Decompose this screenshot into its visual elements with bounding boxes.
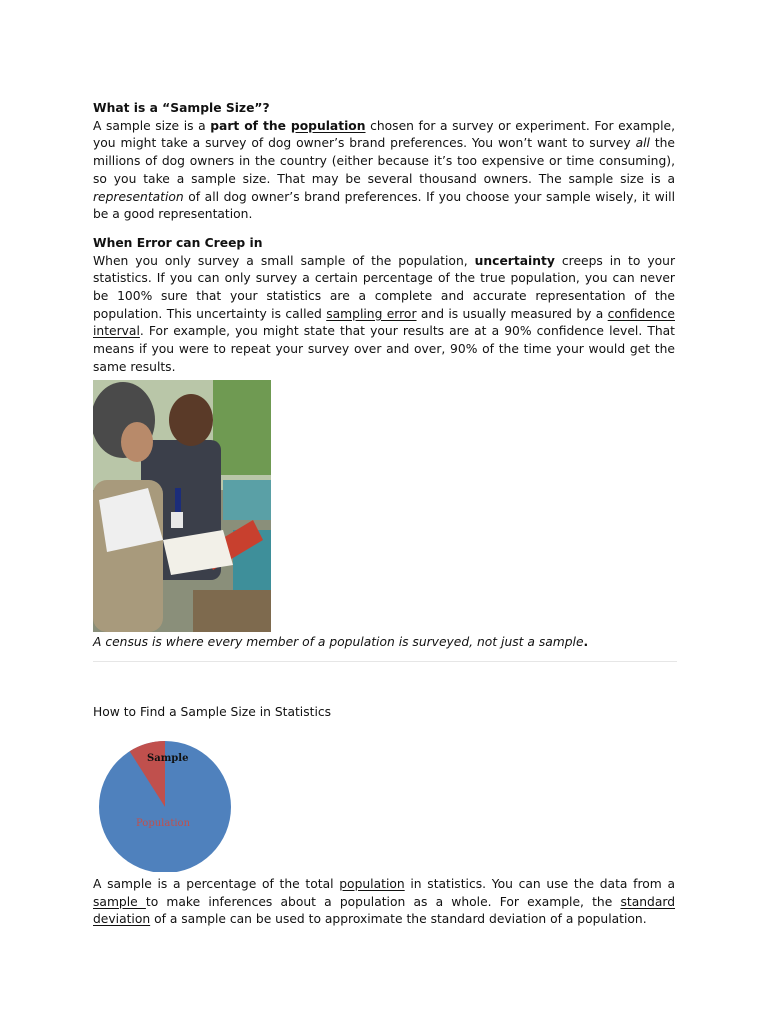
sample-link[interactable]: sample (93, 894, 146, 909)
census-photo (93, 380, 271, 632)
section-heading-sample-size: What is a “Sample Size”? (93, 101, 270, 115)
section-heading-error: When Error can Creep in (93, 235, 263, 250)
section-title-find-sample-size: How to Find a Sample Size in Statistics (93, 705, 332, 720)
confidence-interval-link[interactable]: confidence interval (93, 306, 675, 339)
standard-deviation-link[interactable]: standard deviation (93, 894, 676, 927)
document-page (93, 100, 675, 929)
pie-label-sample: Sample (147, 752, 189, 764)
paragraph-error: When you only survey a small sample of the population, uncertainty creeps in to your statistics. If you can only survey a certain percentage of the true population, you can never be 100% sure that your statistics are a complete and accurate representation of the population. This uncertainty is called sampling error and is usually measured by a confidence interval. For example, you might state that your results are at a 90% confidence level. That means if you were to repeat your survey over and over, 90% of the time your would get the same results. (93, 253, 675, 374)
paragraph-find-sample-size: A sample is a percentage of the total population in statistics. You can use the data from a sample to make inferences about a population as a whole. For example, the standard deviation of a sample can be used to approximate the standard deviation of a population. (93, 876, 676, 927)
photo-caption: A census is where every member of a population is surveyed, not just a sample. (93, 634, 589, 649)
pie-label-population: Population (135, 817, 191, 829)
section-divider (93, 661, 677, 662)
population-link[interactable]: population (290, 118, 366, 133)
population-link-2[interactable]: population (339, 876, 405, 891)
sample-population-pie (93, 738, 233, 872)
sampling-error-link[interactable]: sampling error (326, 306, 417, 321)
paragraph-sample-size: A sample size is a part of the population chosen for a survey or experiment. For example, you might take a survey of dog owner’s brand preferences. You won’t want to survey all the millions of dog owners in the country (either because it’s too expensive or time consuming), so you take a sample size. That may be several thousand owners. The sample size is a representation of all dog owner’s brand preferences. If you choose your sample wisely, it will be a good representation. (93, 118, 676, 222)
